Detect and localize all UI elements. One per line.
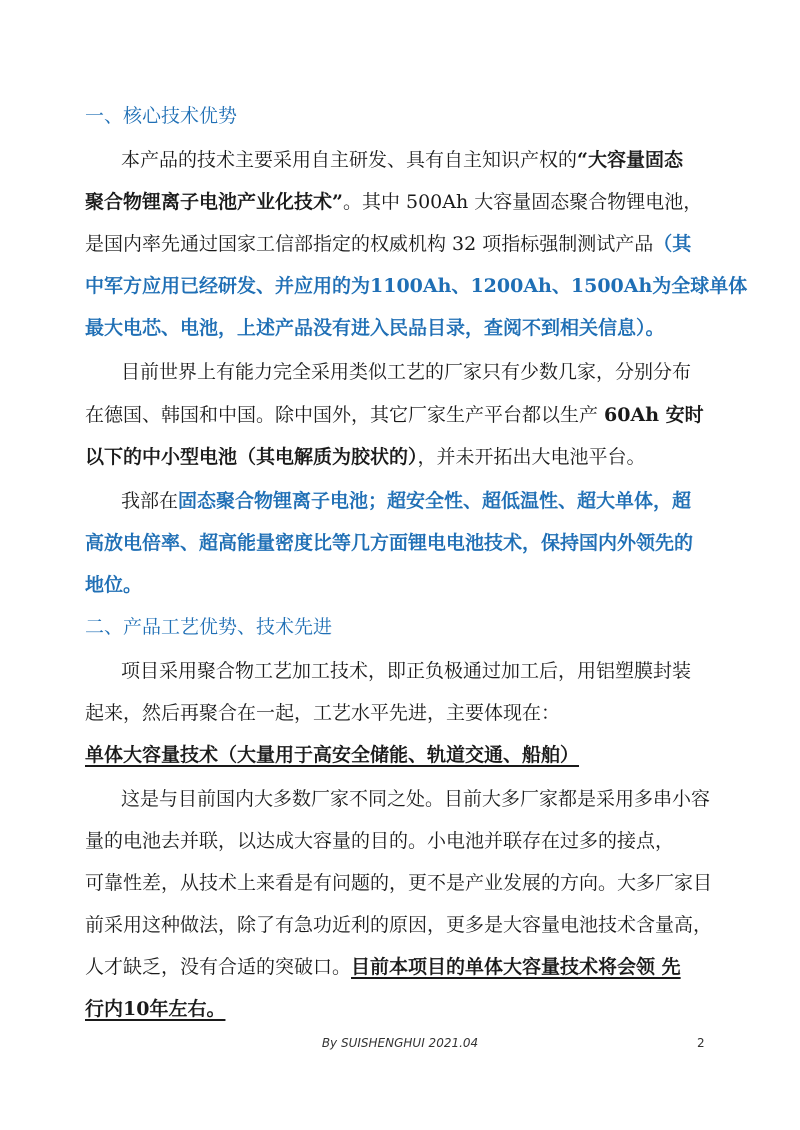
text-span: 是国内率先通过国家工信部指定的权威机构 32 项指标强制测试产品 [85, 233, 654, 255]
s1-p2-line-3 [85, 445, 646, 469]
text-span: 我部在 [121, 490, 179, 512]
s1-p3-line-3: 地位。 [85, 574, 143, 596]
s1-p1-line-4: 中军方应用已经研发、并应用的为1100Ah、1200Ah、1500Ah为全球单体 [85, 275, 748, 297]
s1-p1-line-2 [85, 190, 702, 214]
blue-bold-span: 固态聚合物锂离子电池；超安全性、超低温性、超大单体，超 [178, 490, 692, 512]
s1-p1-line-1 [121, 148, 683, 172]
s2-p1-line-2: 起来，然后再聚合在一起，工艺水平先进，主要体现在： [85, 702, 561, 724]
text-span: ，并未开拓出大电池平台。 [417, 446, 646, 468]
blue-bold-span: （其 [653, 233, 692, 255]
s2-p2-line-5 [85, 955, 681, 979]
bold-span: “大容量固态 [577, 149, 683, 171]
s2-p2-line-6: 行内10年左右。 [85, 998, 226, 1020]
s1-p1-line-3 [85, 232, 691, 256]
section-2-heading: 二、产品工艺优势、技术先进 [85, 616, 333, 638]
s2-p2-line-1: 这是与目前国内大多数厂家不同之处。目前大多厂家都是采用多串小容 [121, 788, 711, 810]
text-span: 在德国、韩国和中国。除中国外，其它厂家生产平台都以生产 [85, 404, 605, 426]
s1-p3-line-1 [121, 489, 691, 513]
s2-subheading: 单体大容量技术（大量用于高安全储能、轨道交通、船舶） [85, 744, 580, 766]
s2-p2-line-3: 可靠性差，从技术上来看是有问题的，更不是产业发展的方向。大多厂家目 [85, 872, 713, 894]
s1-p1-line-5: 最大电芯、电池，上述产品没有进入民品目录，查阅不到相关信息）。 [85, 317, 665, 339]
text-span: 。其中 500Ah 大容量固态聚合物锂电池， [342, 191, 703, 213]
s1-p3-line-2: 高放电倍率、超高能量密度比等几方面锂电电池技术，保持国内外领先的 [85, 532, 694, 554]
page-number: 2 [697, 1036, 705, 1050]
underlined-bold-span: 目前本项目的单体大容量技术将会领 先 [351, 956, 681, 978]
section-1-heading: 一、核心技术优势 [85, 105, 238, 127]
bold-span: 聚合物锂离子电池产业化技术” [85, 191, 343, 213]
text-span: 人才缺乏，没有合适的突破口。 [85, 956, 352, 978]
bold-span: 60Ah 安时 [604, 404, 704, 426]
text-span: 本产品的技术主要采用自主研发、具有自主知识产权的 [121, 149, 578, 171]
bold-span: 以下的中小型电池（其电解质为胶状的） [85, 446, 418, 468]
footer-credit: By SUISHENGHUI 2021.04 [321, 1036, 479, 1050]
s2-p1-line-1: 项目采用聚合物工艺加工技术，即正负极通过加工后，用铝塑膜封装 [121, 660, 692, 682]
s1-p2-line-2 [85, 403, 704, 427]
s2-p2-line-4: 前采用这种做法，除了有急功近利的原因，更多是大容量电池技术含量高， [85, 914, 713, 936]
s1-p2-line-1: 目前世界上有能力完全采用类似工艺的厂家只有少数几家，分别分布 [121, 361, 692, 383]
s2-p2-line-2: 量的电池去并联，以达成大容量的目的。小电池并联存在过多的接点， [85, 830, 675, 852]
